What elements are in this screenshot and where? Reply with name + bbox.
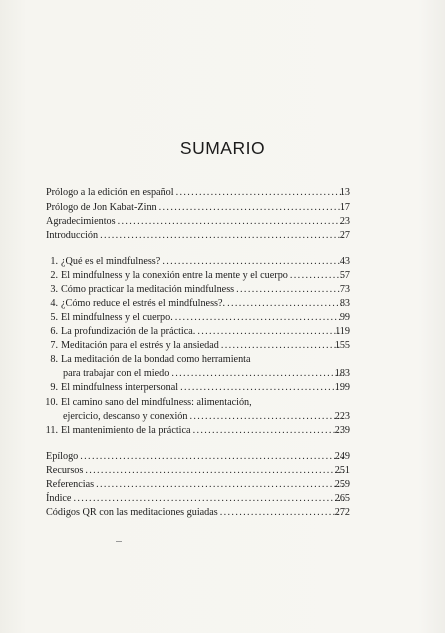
toc-page-number: 155: [334, 340, 350, 351]
toc-entry-back: Códigos QR con las meditaciones guiadas . . .: [46, 507, 346, 519]
toc-page-number: 17: [339, 202, 350, 213]
toc-entry-front: Prólogo a la edición en español . . .: [46, 187, 346, 199]
toc-entry-chapter: 3. Cómo practicar la meditación mindfulness . . .: [44, 284, 344, 296]
toc-entry-back: Referencias . . .: [46, 479, 346, 491]
toc-page-number: 23: [339, 216, 350, 227]
toc-page-number: 83: [339, 298, 350, 309]
toc-page-number: 239: [334, 425, 350, 436]
toc-page-number: 199: [334, 382, 350, 393]
toc-entry-chapter: 5. El mindfulness y el cuerpo. . . .: [44, 312, 344, 324]
toc-entry-back: Índice . . .: [46, 493, 346, 505]
toc-page-number: 223: [334, 411, 350, 422]
toc-entry-front: Prólogo de Jon Kabat-Zinn . . .: [46, 202, 346, 214]
page-title: SUMARIO: [179, 138, 266, 158]
toc-entry-back: Recursos . . .: [46, 465, 346, 477]
toc-entry-back: Epílogo . . .: [46, 451, 346, 463]
toc-entry-continuation: ejercicio, descanso y conexión . . .: [63, 411, 346, 423]
toc-entry-chapter: 7. Meditación para el estrés y la ansiedad . . .: [44, 340, 344, 352]
toc-page-number: 183: [334, 368, 350, 379]
toc-page-number: 251: [334, 465, 350, 476]
toc-page-number: 73: [339, 284, 350, 295]
toc-entry-chapter: 9. El mindfulness interpersonal . . .: [44, 382, 344, 394]
toc-entry-chapter: 11. El mantenimiento de la práctica . . .: [44, 425, 344, 437]
toc-page-number: 265: [334, 493, 350, 504]
toc-page-number: 13: [339, 187, 350, 198]
toc-page-number: 259: [334, 479, 350, 490]
toc-entry-chapter: 2. El mindfulness y la conexión entre la mente y el cuerpo . . .: [44, 270, 344, 282]
toc-page-number: 119: [335, 326, 350, 337]
toc-page-number: 272: [334, 507, 350, 518]
toc-entry-front: Agradecimientos . . .: [46, 216, 346, 228]
toc-entry-chapter: 4. ¿Cómo reduce el estrés el mindfulness?. . . .: [44, 298, 344, 310]
page-mark: [116, 541, 122, 542]
toc-page-number: 27: [339, 230, 350, 241]
toc-page-number: 99: [339, 312, 350, 323]
toc-entry-chapter: 6. La profundización de la práctica. . . .: [44, 326, 344, 338]
toc-entry-front: Introducción . . .: [46, 230, 346, 242]
toc-entry-chapter: 10. El camino sano del mindfulness: alimentación,: [45, 397, 252, 408]
toc-page-number: 249: [334, 451, 350, 462]
toc-entry-continuation: para trabajar con el miedo . . .: [63, 368, 346, 380]
toc-entry-chapter: 8. La meditación de la bondad como herramienta: [50, 354, 251, 365]
toc-page-number: 43: [339, 256, 350, 267]
toc-page-number: 57: [339, 270, 350, 281]
toc-entry-chapter: 1. ¿Qué es el mindfulness? . . .: [44, 256, 344, 268]
